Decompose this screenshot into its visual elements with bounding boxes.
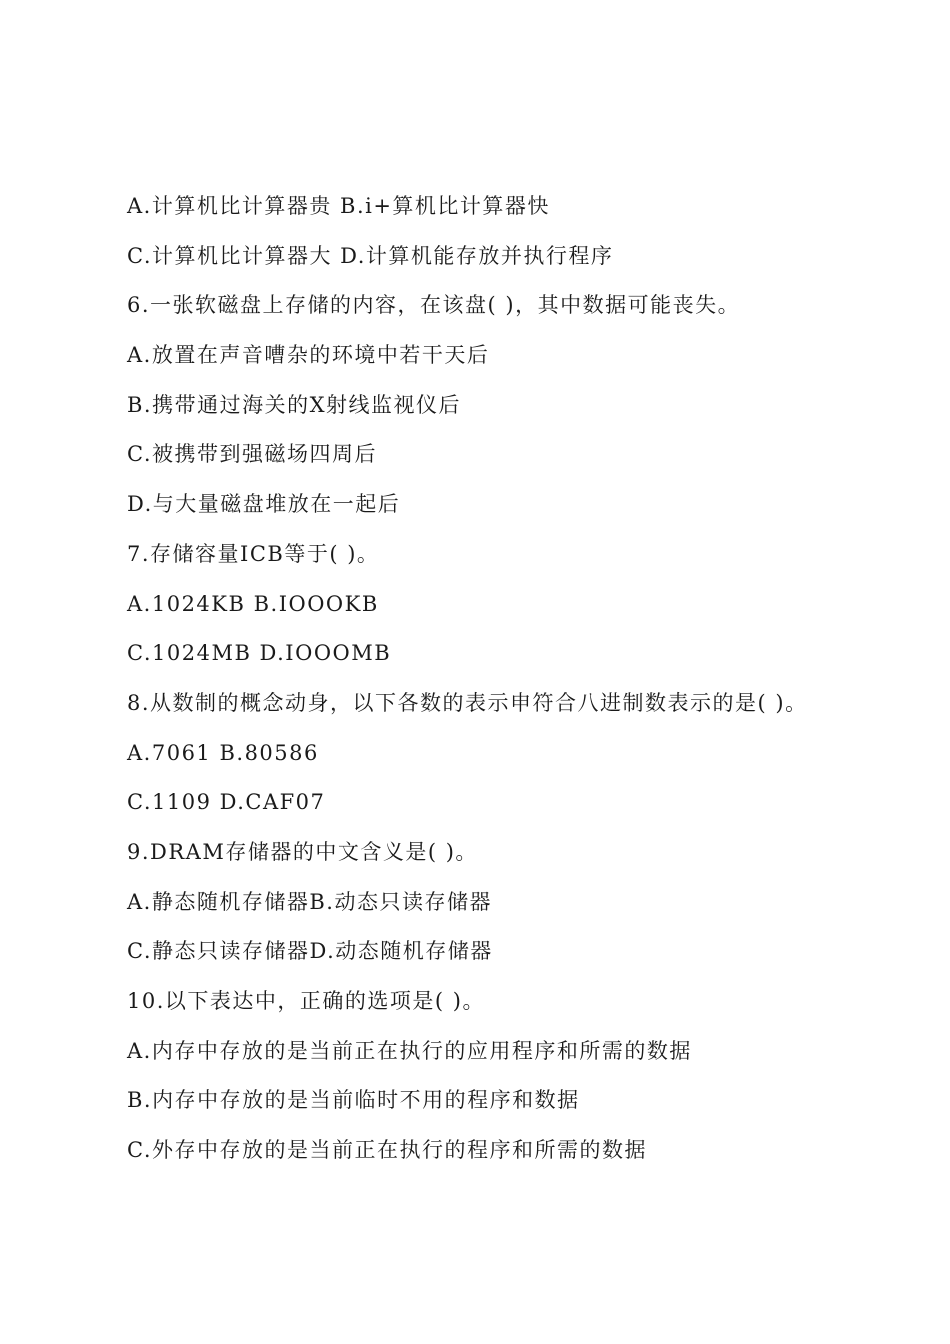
option-line-6d: D.与大量磁盘堆放在一起后 [127, 492, 401, 517]
option-line-7cd: C.1024MB D.IOOOMB [127, 641, 392, 666]
option-line-5ab: A.计算机比计算器贵 B.i+算机比计算器快 [127, 194, 550, 218]
question-8: 8.从数制的概念动身，以下各数的表示申符合八进制数表示的是( )。 [127, 690, 808, 715]
option-line-6b: B.携带通过海关的X射线监视仪后 [127, 392, 462, 417]
option-line-8ab: A.7061 B.80586 [127, 740, 319, 765]
option-line-9ab: A.静态随机存储器B.动态只读存储器 [127, 889, 492, 914]
question-6: 6.一张软磁盘上存储的内容，在该盘( )，其中数据可能丧失。 [127, 293, 741, 318]
text-lines [127, 188, 907, 1182]
option-line-6c: C.被携带到强磁场四周后 [127, 442, 377, 467]
option-line-9cd: C.静态只读存储器D.动态随机存储器 [127, 939, 493, 964]
option-line-8cd: C.1109 D.CAF07 [127, 790, 326, 815]
option-line-6a: A.放置在声音嘈杂的环境中若干天后 [127, 343, 490, 368]
question-7: 7.存储容量ICB等于( )。 [127, 541, 380, 566]
question-10: 10.以下表达中，正确的选项是( )。 [127, 989, 485, 1013]
option-line-7ab: A.1024KB B.IOOOKB [127, 591, 379, 616]
option-line-10a: A.内存中存放的是当前正在执行的应用程序和所需的数据 [127, 1038, 692, 1063]
option-line-10c: C.外存中存放的是当前正在执行的程序和所需的数据 [127, 1138, 647, 1163]
option-line-10b: B.内存中存放的是当前临时不用的程序和数据 [127, 1088, 580, 1113]
question-9: 9.DRAM存储器的中文含义是( )。 [127, 839, 478, 864]
option-line-5cd: C.计算机比计算器大 D.计算机能存放并执行程序 [127, 243, 614, 268]
